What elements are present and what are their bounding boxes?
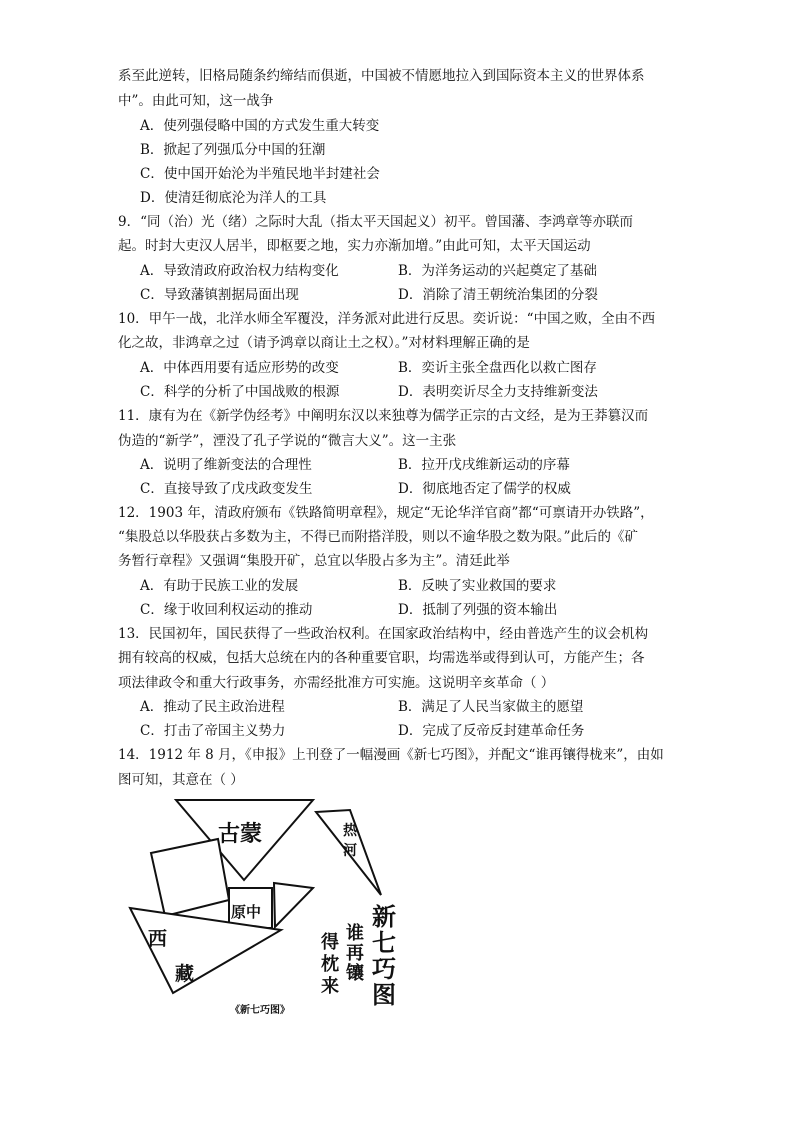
q10-option-c[interactable]: C．科学的分析了中国战败的根源 xyxy=(140,384,340,400)
q10-option-d[interactable]: D．表明奕䜣尽全力支持维新变法 xyxy=(398,384,598,400)
label-central: 原中 xyxy=(231,903,262,921)
label-tibet-2: 藏 xyxy=(175,963,195,985)
piece-left-parallelogram xyxy=(151,839,229,916)
q14-stem-line2: 图可知，其意在（ ） xyxy=(118,772,244,788)
title-char-2: 七 xyxy=(372,928,396,957)
q12-option-b[interactable]: B．反映了实业救国的要求 xyxy=(398,578,557,594)
q12-stem-line3: 务暂行章程》又强调“集股开矿，总宜以华股占多为主”。清廷此举 xyxy=(118,553,510,569)
q13-option-a[interactable]: A．推动了民主政治进程 xyxy=(140,699,285,715)
title-char-3: 巧 xyxy=(372,954,396,983)
q11-stem-line2: 伪造的“新学”，湮没了孔子学说的“微言大义”。这一主张 xyxy=(118,433,457,449)
q11-option-b[interactable]: B．拉开戊戌维新运动的序幕 xyxy=(398,457,570,473)
q13-stem-line2: 拥有较高的权威，包括大总统在内的各种重要官职，均需选举或得到认可，方能产生；各 xyxy=(118,650,645,666)
option-a[interactable]: A．使列强侵略中国的方式发生重大转变 xyxy=(140,118,380,134)
label-rehe-2: 河 xyxy=(343,843,357,859)
title-char-4: 图 xyxy=(372,980,396,1009)
q13-option-d[interactable]: D．完成了反帝反封建革命任务 xyxy=(398,723,585,739)
option-c[interactable]: C．使中国开始沦为半殖民地半封建社会 xyxy=(140,166,380,182)
label-mongolia: 古蒙 xyxy=(218,821,263,847)
figure-caption: 《新七巧图》 xyxy=(230,1005,290,1016)
q10-stem-line2: 化之故，非鸿章之过（请予鸿章以商让土之权）。”对材料理解正确的是 xyxy=(118,335,530,351)
caption3-char-1: 得 xyxy=(321,932,339,953)
caption3-char-2: 枕 xyxy=(321,954,339,975)
q12-option-c[interactable]: C．缘于收回利权运动的推动 xyxy=(140,602,313,618)
q9-option-c[interactable]: C．导致藩镇割据局面出现 xyxy=(140,287,299,303)
option-d[interactable]: D．使清廷彻底沦为洋人的工具 xyxy=(140,190,327,206)
q13-option-c[interactable]: C．打击了帝国主义势力 xyxy=(140,723,286,739)
q9-option-a[interactable]: A．导致清政府政治权力结构变化 xyxy=(140,263,339,279)
tangram-cartoon-figure xyxy=(118,795,418,1025)
q10-option-b[interactable]: B．奕䜣主张全盘西化以救亡图存 xyxy=(398,360,597,376)
caption2-char-3: 镶 xyxy=(346,963,364,984)
q13-stem-line1: 13．民国初年，国民获得了一些政治权利。在国家政治结构中，经由普选产生的议会机构 xyxy=(118,626,649,642)
q10-stem-line1: 10．甲午一战，北洋水师全军覆没，洋务派对此进行反思。奕䜣说：“中国之败，全由不西 xyxy=(118,311,656,327)
label-tibet-1: 西 xyxy=(148,928,168,950)
prev-question-text-line2: 中”。由此可知，这一战争 xyxy=(118,93,274,109)
q9-option-b[interactable]: B．为洋务运动的兴起奠定了基础 xyxy=(398,263,597,279)
q11-option-a[interactable]: A．说明了维新变法的合理性 xyxy=(140,457,312,473)
q13-stem-line3: 项法律政令和重大行政事务，亦需经批准方可实施。这说明辛亥革命（ ） xyxy=(118,675,555,691)
piece-small-triangle xyxy=(274,883,313,927)
tangram-cartoon-svg xyxy=(118,795,418,1025)
q11-stem-line1: 11．康有为在《新学伪经考》中阐明东汉以来独尊为儒学正宗的古文经，是为王莽篡汉而 xyxy=(118,408,649,424)
q12-option-d[interactable]: D．抵制了列强的资本输出 xyxy=(398,602,558,618)
caption2-char-2: 再 xyxy=(346,943,364,964)
q14-stem-line1: 14．1912 年 8 月，《申报》上刊登了一幅漫画《新七巧图》，并配文“谁再镶得栊来”，由如 xyxy=(118,747,664,763)
label-rehe-1: 热 xyxy=(343,823,357,839)
q11-option-d[interactable]: D．彻底地否定了儒学的权威 xyxy=(398,481,571,497)
q11-option-c[interactable]: C．直接导致了戊戌政变发生 xyxy=(140,481,313,497)
caption3-char-3: 来 xyxy=(321,976,339,997)
q10-option-a[interactable]: A．中体西用要有适应形势的改变 xyxy=(140,360,339,376)
q9-stem-line1: 9．“同（治）光（绪）之际时大乱（指太平天国起义）初平。曾国藩、李鸿章等亦联而 xyxy=(118,214,633,230)
q13-option-b[interactable]: B．满足了人民当家做主的愿望 xyxy=(398,699,584,715)
q12-stem-line2: “集股总以华股获占多数为主，不得已而附搭洋股，则以不逾华股之数为限。”此后的《矿 xyxy=(118,529,639,545)
option-b[interactable]: B．掀起了列强瓜分中国的狂潮 xyxy=(140,142,326,158)
q9-option-d[interactable]: D．消除了清王朝统治集团的分裂 xyxy=(398,287,598,303)
caption2-char-1: 谁 xyxy=(346,923,364,944)
q12-option-a[interactable]: A．有助于民族工业的发展 xyxy=(140,578,299,594)
q9-stem-line2: 起。时封大吏汉人居半，即枢要之地，实力亦渐加增。”由此可知，太平天国运动 xyxy=(118,238,591,254)
title-char-1: 新 xyxy=(372,902,396,931)
q12-stem-line1: 12．1903 年，清政府颁布《铁路简明章程》，规定“无论华洋官商”都“可禀请开办铁路”， xyxy=(118,505,654,521)
prev-question-text-line1: 系至此逆转，旧格局随条约缔结而倶逝，中国被不情愿地拉入到国际资本主义的世界体系 xyxy=(118,68,645,84)
